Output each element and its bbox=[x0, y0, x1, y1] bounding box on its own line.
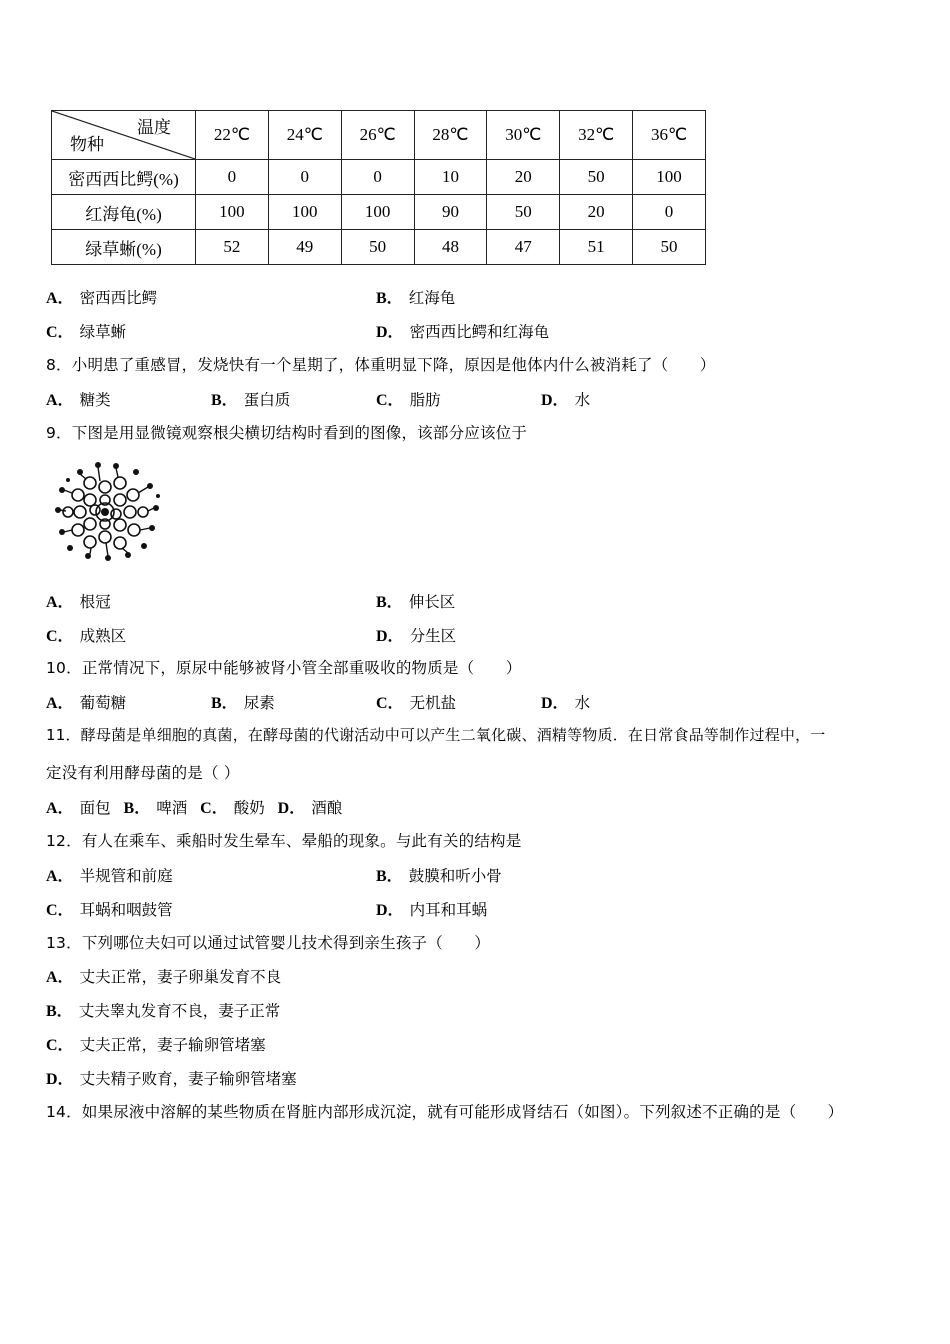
q11-options-row bbox=[46, 795, 342, 818]
value-cell: 50 bbox=[341, 230, 414, 265]
q8-option-c[interactable]: C． 脂肪 bbox=[376, 391, 441, 409]
value-cell: 50 bbox=[487, 195, 560, 230]
value-cell: 20 bbox=[487, 160, 560, 195]
q13-option-c[interactable]: C． 丈夫正常，妻子输卵管堵塞 bbox=[46, 1036, 266, 1054]
value-cell: 0 bbox=[196, 160, 269, 195]
q12-stem: 12．有人在乘车、乘船时发生晕车、晕船的现象。与此有关的结构是 bbox=[46, 832, 522, 850]
q10-option-a[interactable]: A． 葡萄糖 bbox=[46, 694, 127, 712]
q10-stem: 10．正常情况下，原尿中能够被肾小管全部重吸收的物质是（ ） bbox=[46, 659, 522, 677]
value-cell: 20 bbox=[560, 195, 633, 230]
q13-option-d[interactable]: D． 丈夫精子败育，妻子输卵管堵塞 bbox=[46, 1070, 297, 1088]
q13-option-a[interactable]: A． 丈夫正常，妻子卵巢发育不良 bbox=[46, 968, 282, 986]
header-species: 物种 bbox=[70, 135, 104, 154]
q10-option-d[interactable]: D． 水 bbox=[541, 694, 591, 712]
table-row bbox=[52, 160, 706, 195]
species-name-cell: 绿草蜥(%) bbox=[52, 230, 196, 265]
value-cell: 0 bbox=[341, 160, 414, 195]
value-cell: 100 bbox=[633, 160, 706, 195]
q11-stem-line1: 11．酵母菌是单细胞的真菌，在酵母菌的代谢活动中可以产生二氧化碳、酒精等物质．在日常食品等制作过程中，一 bbox=[46, 726, 826, 744]
species-name-cell: 密西西比鳄(%) bbox=[52, 160, 196, 195]
temperature-sex-ratio-table bbox=[51, 110, 706, 265]
temp-header-cell: 30℃ bbox=[487, 111, 560, 160]
temp-header-cell: 22℃ bbox=[196, 111, 269, 160]
root-cross-section-micrograph-icon bbox=[50, 460, 170, 565]
q11-option-b[interactable]: B． 啤酒 bbox=[123, 799, 188, 817]
value-cell: 51 bbox=[560, 230, 633, 265]
value-cell: 100 bbox=[196, 195, 269, 230]
value-cell: 90 bbox=[414, 195, 487, 230]
value-cell: 10 bbox=[414, 160, 487, 195]
q14-stem: 14．如果尿液中溶解的某些物质在肾脏内部形成沉淀，就有可能形成肾结石（如图）。下列叙述不正确的是（ ） bbox=[46, 1103, 844, 1121]
q11-stem-line2: 定没有利用酵母菌的是（ ） bbox=[46, 764, 240, 782]
temp-header-cell: 28℃ bbox=[414, 111, 487, 160]
q9-stem: 9．下图是用显微镜观察根尖横切结构时看到的图像，该部分应该位于 bbox=[46, 424, 528, 442]
q12-option-b[interactable]: B． 鼓膜和听小骨 bbox=[376, 867, 502, 885]
q12-option-d[interactable]: D． 内耳和耳蜗 bbox=[376, 901, 488, 919]
header-temperature: 温度 bbox=[137, 118, 171, 137]
value-cell: 0 bbox=[633, 195, 706, 230]
q7-option-a[interactable]: A． 密西西比鳄 bbox=[46, 289, 158, 307]
q9-option-b[interactable]: B． 伸长区 bbox=[376, 593, 456, 611]
q7-option-b[interactable]: B． 红海龟 bbox=[376, 289, 456, 307]
temp-header-cell: 24℃ bbox=[268, 111, 341, 160]
q10-option-c[interactable]: C． 无机盐 bbox=[376, 694, 457, 712]
q11-option-c[interactable]: C． 酸奶 bbox=[200, 799, 265, 817]
temp-header-cell: 36℃ bbox=[633, 111, 706, 160]
q12-option-c[interactable]: C． 耳蜗和咽鼓管 bbox=[46, 901, 173, 919]
value-cell: 48 bbox=[414, 230, 487, 265]
q8-option-a[interactable]: A． 糖类 bbox=[46, 391, 111, 409]
q12-option-a[interactable]: A． 半规管和前庭 bbox=[46, 867, 173, 885]
q7-option-d[interactable]: D． 密西西比鳄和红海龟 bbox=[376, 323, 550, 341]
q10-option-b[interactable]: B． 尿素 bbox=[211, 694, 275, 712]
q9-option-a[interactable]: A． 根冠 bbox=[46, 593, 111, 611]
value-cell: 100 bbox=[341, 195, 414, 230]
q9-option-c[interactable]: C． 成熟区 bbox=[46, 627, 127, 645]
temp-header-cell: 32℃ bbox=[560, 111, 633, 160]
q13-stem: 13．下列哪位夫妇可以通过试管婴儿技术得到亲生孩子（ ） bbox=[46, 934, 491, 952]
q11-option-a[interactable]: A． 面包 bbox=[46, 799, 111, 817]
q9-option-d[interactable]: D． 分生区 bbox=[376, 627, 457, 645]
table-corner-header bbox=[52, 111, 196, 160]
species-name-cell: 红海龟(%) bbox=[52, 195, 196, 230]
value-cell: 50 bbox=[633, 230, 706, 265]
q11-option-d[interactable]: D． 酒酿 bbox=[277, 799, 343, 817]
value-cell: 0 bbox=[268, 160, 341, 195]
value-cell: 49 bbox=[268, 230, 341, 265]
table-row bbox=[52, 230, 706, 265]
q8-option-b[interactable]: B． 蛋白质 bbox=[211, 391, 291, 409]
temp-header-cell: 26℃ bbox=[341, 111, 414, 160]
table-row bbox=[52, 195, 706, 230]
q8-stem: 8．小明患了重感冒，发烧快有一个星期了，体重明显下降，原因是他体内什么被消耗了（ ） bbox=[46, 356, 716, 374]
q13-option-b[interactable]: B． 丈夫睾丸发育不良，妻子正常 bbox=[46, 1002, 281, 1020]
q7-option-c[interactable]: C． 绿草蜥 bbox=[46, 323, 127, 341]
value-cell: 50 bbox=[560, 160, 633, 195]
value-cell: 52 bbox=[196, 230, 269, 265]
value-cell: 100 bbox=[268, 195, 341, 230]
value-cell: 47 bbox=[487, 230, 560, 265]
q8-option-d[interactable]: D． 水 bbox=[541, 391, 591, 409]
